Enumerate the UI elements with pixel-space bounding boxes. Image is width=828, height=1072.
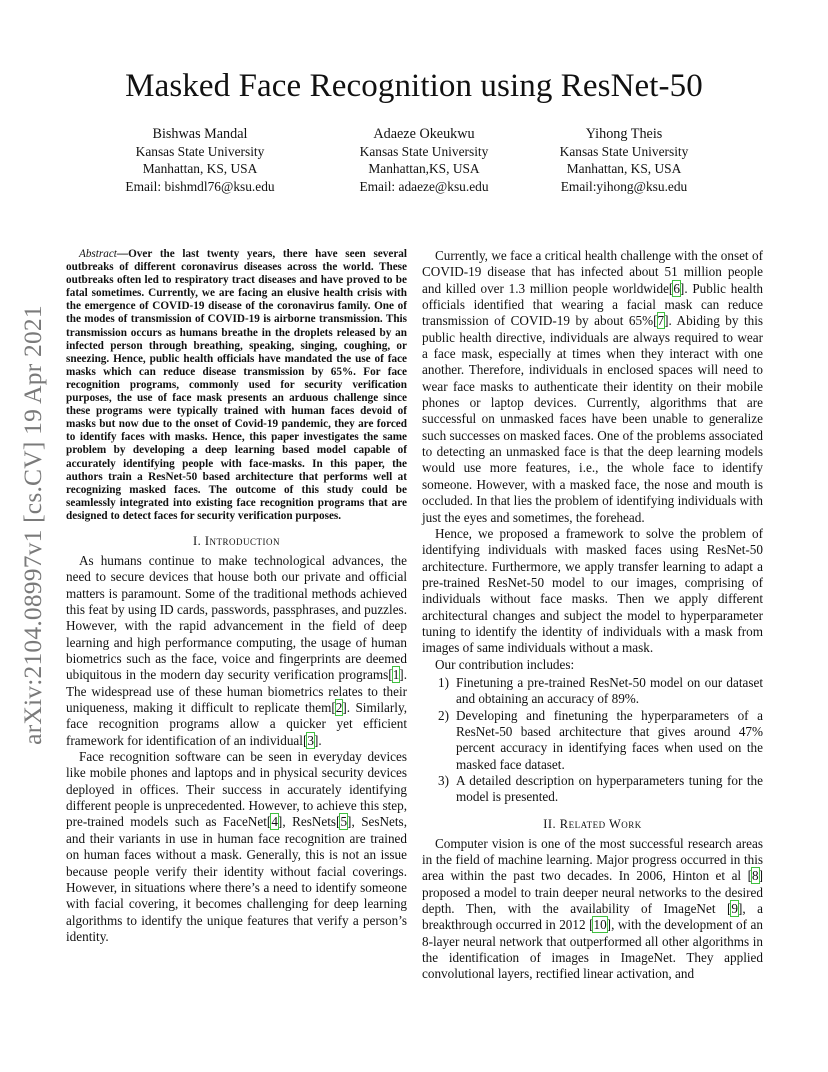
abstract-label: Abstract xyxy=(79,248,117,260)
section-heading-related-work: II. Related Work xyxy=(543,816,642,831)
citation-link[interactable]: [5] xyxy=(336,814,352,830)
list-item: 2) Developing and finetuning the hyperparameters of a ResNet-50 based architecture that gives around 47% percent accuracy in identifying faces when used on the masked face dataset. xyxy=(438,707,763,772)
author-name: Bishwas Mandal xyxy=(152,126,248,142)
author-location: Manhattan, KS, USA xyxy=(142,161,258,177)
author-location: Manhattan, KS, USA xyxy=(566,161,682,177)
intro-paragraph-1: As humans continue to make technological advances, the need to secure devices that house both our private and official matters is paramount. Some of the traditional methods achieved this feat by using ID cards, passwords, passphrases, and puzzles. However, with the rapid advancement in the field of deep learning and high performance computing, the usage of human biometrics such as the face, voice and fingerprints are deemed ubiquitous in the modern day security verification programs[1]. The widespread use of these human biometrics relates to their uniqueness, making it difficult to replicate them[2]. Similarly, face recognition programs allow a quicker yet efficient framework for identification of an individual[3]. xyxy=(66,552,407,748)
citation-link[interactable]: [10] xyxy=(589,917,612,933)
author-email: Email: adaeze@ksu.edu xyxy=(359,178,489,194)
citation-link[interactable]: [7] xyxy=(653,313,669,329)
author-block-2 xyxy=(334,126,514,195)
right-paragraph-1: Currently, we face a critical health challenge with the onset of COVID-19 disease that has infected about 51 million people and killed over 1.3 million people worldwide[6]. Public health officials identified that wearing a facial mask can reduce transmission of COVID-19 by about 65%[7]. Abiding by this public health directive, individuals are always required to wear a face mask, especially at times when they interact with one another. Therefore, individuals in enclosed spaces will need to wear face masks to authenticate their identity on their mobile phones or laptop devices. Currently, algorithms that are successful on unmasked faces have been unable to generalize such successes on masked faces. One of the problems associated to detecting an unmasked face is that the deep learning models would use more features, i.e., the whole face to identify someone. However, with a masked face, the nose and mouth is occluded. In that lies the problem of identifying individuals with just the eyes and sometimes, the forehead. xyxy=(422,248,763,525)
author-affiliation: Kansas State University xyxy=(359,144,489,160)
author-location: Manhattan,KS, USA xyxy=(368,161,480,177)
abstract-text: Over the last twenty years, there have seen several outbreaks of different coronavirus diseases across the world. These outbreaks often led to respiratory tract diseases and have proved to be fatal sometimes. Currently, we are facing an elusive health crisis with the emergence of COVID-19 disease of the coronavirus family. One of the modes of transmission of COVID-19 is airborne transmission. This transmission occurs as humans breathe in the droplets released by an infected person through breathing, speaking, singing, coughing, or sneezing. Hence, public health officials have mandated the use of face masks which can reduce disease transmission by 65%. For face recognition programs, commonly used for security verification purposes, the use of face mask presents an arduous challenge since these programs were typically trained with human faces devoid of masks but now due to the onset of Covid-19 pandemic, they are forced to identify faces with masks. Hence, this paper investigates the same problem by developing a deep learning based model capable of accurately identifying people with face-masks. In this paper, the authors train a ResNet-50 based architecture that performs well at recognizing masked faces. The outcome of this study could be seamlessly integrated into existing face recognition programs that are designed to detect faces for security verification purposes. xyxy=(66,248,407,522)
contribution-intro: Our contribution includes: xyxy=(435,656,575,672)
author-email: Email: bishmdl76@ksu.edu xyxy=(125,178,275,194)
author-name: Adaeze Okeukwu xyxy=(373,126,475,142)
contribution-list xyxy=(422,675,763,806)
arxiv-sidebar xyxy=(8,285,58,765)
intro-paragraph-2: Face recognition software can be seen in everyday devices like mobile phones and laptops and in physical security devices deployed in offices. Their success in accurately identifying different people is unprecedented. However, to achieve this step, pre-trained models such as FaceNet[4], ResNets[5], SesNets, and their variants in use in human face recognition are trained on human faces without a mask. Generally, this is not an issue because people verify their identity without facial coverings. However, in situations where there’s a need to identify someone with facial covering, it becomes challenging for deep learning algorithms to identify the unique features that verify a person’s identity. xyxy=(66,749,407,944)
author-email: Email:yihong@ksu.edu xyxy=(560,178,688,194)
list-item: 1) Finetuning a pre-trained ResNet-50 model on our dataset and obtaining an accuracy of 89%. xyxy=(438,674,763,707)
author-block-3 xyxy=(534,126,714,195)
right-column xyxy=(422,248,763,983)
paper-title: Masked Face Recognition using ResNet-50 xyxy=(125,68,703,104)
citation-link[interactable]: [2] xyxy=(331,700,347,716)
citation-link[interactable]: [3] xyxy=(302,732,319,748)
citation-link[interactable]: [9] xyxy=(726,901,743,917)
arxiv-id: arXiv:2104.08997v1 [cs.CV] 19 Apr 2021 xyxy=(18,305,47,745)
citation-link[interactable]: [4] xyxy=(266,814,283,830)
author-name: Yihong Theis xyxy=(585,126,663,142)
citation-link[interactable]: [1] xyxy=(388,667,404,683)
author-affiliation: Kansas State University xyxy=(559,144,689,160)
list-item: 3) A detailed description on hyperparameters tuning for the model is presented. xyxy=(438,773,763,805)
left-column xyxy=(66,248,407,945)
section-heading-introduction: I. Introduction xyxy=(192,533,281,548)
related-paragraph-1: Computer vision is one of the most successful research areas in the field of machine learning. Major progress occurred in this area within the past two decades. In 2006, Hinton et al [8] proposed a model to train deeper neural networks to the desired depth. Then, with the availability of ImageNet [9], a breakthrough occurred in 2012 [10], with the development of an 8-layer neural network that outperformed all other algorithms in the identification of images in ImageNet. They applied convolutional layers, rectified linear activation, and xyxy=(422,835,764,982)
abstract: Abstract—Over the last twenty years, there have seen several outbreaks of different coronavirus diseases across the world. These outbreaks often led to respiratory tract diseases and have proved to be fatal sometimes. Currently, we are facing an elusive health crisis with the emergence of COVID-19 disease of the coronavirus family. One of the modes of transmission of COVID-19 is airborne transmission. This transmission occurs as humans breathe in the droplets released by an infected person through breathing, speaking, singing, coughing, or sneezing. Hence, public health officials have mandated the use of face masks which can reduce disease transmission by 65%. For face recognition programs, commonly used for security verification purposes, the use of face mask presents an arduous challenge since these programs were typically trained with human faces devoid of masks but now due to the onset of Covid-19 pandemic, they are forced to identify faces with masks. Hence, this paper investigates the same problem by developing a deep learning based model capable of accurately identifying people with face-masks. In this paper, the authors train a ResNet-50 based architecture that performs well at recognizing masked faces. The outcome of this study could be seamlessly integrated into existing face recognition programs that are designed to detect faces for security verification purposes. xyxy=(66,248,407,522)
author-block-1 xyxy=(110,126,290,195)
citation-link[interactable]: [8] xyxy=(747,868,763,884)
citation-link[interactable]: [6] xyxy=(668,280,685,296)
right-paragraph-2: Hence, we proposed a framework to solve the problem of identifying individuals with masked faces using ResNet-50 architecture. Furthermore, we apply transfer learning to adapt a pre-trained ResNet-50 model to our images, comprising of individuals without face masks. Then we apply different architectural changes and subject the model to hyperparameter tuning to identify the identity of individuals with a mask from images of same individuals without a mask. xyxy=(422,525,763,656)
author-affiliation: Kansas State University xyxy=(135,144,265,160)
